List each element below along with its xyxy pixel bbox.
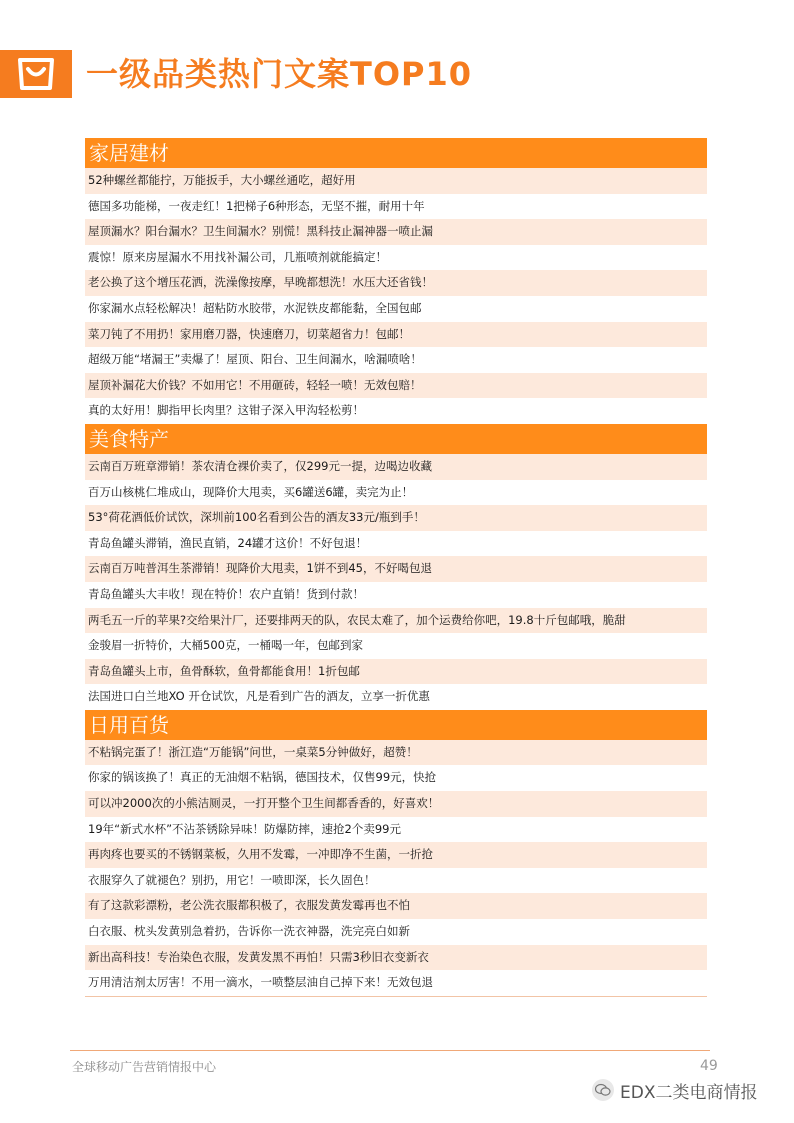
table-row: 再肉疼也要买的不锈钢菜板，久用不发霉，一冲即净不生菌，一折抢: [85, 842, 707, 868]
table-row: 超级万能“堵漏王”卖爆了！屋顶、阳台、卫生间漏水，啥漏喷啥！: [88, 352, 422, 367]
table-row: 百万山核桃仁堆成山，现降价大甩卖，买6罐送6罐，卖完为止！: [88, 484, 414, 499]
table-row: 青岛鱼罐头大丰收！现在特价！农户直销！货到付款！: [88, 586, 364, 601]
table-row: 52种螺丝都能拧，万能扳手，大小螺丝通吃，超好用: [85, 168, 707, 194]
table-row: 法国进口白兰地XO 开仓试饮，凡是看到广告的酒友，立享一折优惠: [88, 689, 430, 704]
page-title: 一级品类热门文案TOP10: [86, 55, 473, 93]
wechat-icon: [592, 1079, 614, 1101]
table-row: 青岛鱼罐头上市，鱼骨酥软，鱼骨都能食用！1折包邮: [85, 659, 707, 685]
table-row: 云南百万吨普洱生茶滞销！现降价大甩卖，1饼不到45，不好喝包退: [85, 556, 707, 582]
page-number: 49: [700, 1058, 718, 1074]
table-row: 可以冲2000次的小熊洁厕灵，一打开整个卫生间都香香的，好喜欢！: [85, 791, 707, 817]
table-row: 真的太好用！脚指甲长肉里？这钳子深入甲沟轻松剪！: [88, 403, 364, 418]
table-row: 53°荷花酒低价试饮，深圳前100名看到公告的酒友33元/瓶到手！: [85, 505, 707, 531]
footer-divider: [70, 1050, 710, 1051]
table-row: 万用清洁剂太厉害！不用一滴水，一喷整层油自己掉下来！无效包退: [88, 975, 433, 990]
table-row: 金骏眉一折特价，大桶500克，一桶喝一年，包邮到家: [88, 638, 363, 653]
table-row: 青岛鱼罐头滞销，渔民直销，24罐才这价！不好包退！: [88, 535, 368, 550]
table-row: 屋顶漏水？阳台漏水？卫生间漏水？别慌！黑科技止漏神器一喷止漏: [85, 219, 707, 245]
table-row: 菜刀钝了不用扔！家用磨刀器，快速磨刀，切菜超省力！包邮！: [85, 322, 707, 348]
footer-source: 全球移动广告营销情报中心: [72, 1060, 217, 1074]
table-row: 新出高科技！专治染色衣服，发黄发黑不再怕！只需3秒旧衣变新衣: [85, 945, 707, 971]
watermark-text: EDX二类电商情报: [620, 1082, 758, 1103]
header-bag-icon-box: [0, 50, 72, 98]
section-header: 美食特产: [85, 424, 707, 454]
table-row: 震惊！原来房屋漏水不用找补漏公司，几瓶喷剂就能搞定！: [88, 249, 387, 264]
table-row: 19年“新式水杯”不沾茶锈除异味！防爆防摔，速抢2个卖99元: [88, 821, 401, 836]
table-row: 屋顶补漏花大价钱？不如用它！不用砸砖，轻轻一喷！无效包赔！: [85, 373, 707, 399]
shopping-bag-icon: [16, 58, 56, 90]
section-header: 家居建材: [85, 138, 707, 168]
table-row: 衣服穿久了就褪色？别扔，用它！一喷即深，长久固色！: [88, 872, 376, 887]
section-header: 日用百货: [85, 710, 707, 740]
table-bottom-rule: [85, 996, 707, 997]
table-row: 德国多功能梯，一夜走红！1把梯子6种形态，无坚不摧，耐用十年: [88, 198, 425, 213]
table-row: 不粘锅完蛋了！浙江造“万能锅”问世，一桌菜5分钟做好，超赞！: [85, 740, 707, 766]
watermark: [592, 1077, 757, 1103]
table-row: 云南百万班章滞销！茶农清仓裸价卖了，仅299元一提，边喝边收藏: [85, 454, 707, 480]
table-row: 你家漏水点轻松解决！超粘防水胶带，水泥铁皮都能黏，全国包邮: [88, 300, 422, 315]
table-row: 老公换了这个增压花洒，洗澡像按摩，早晚都想洗！水压大还省钱！: [85, 270, 707, 296]
table-row: 有了这款彩漂粉，老公洗衣服都积极了，衣服发黄发霉再也不怕: [85, 893, 707, 919]
table-row: 你家的锅该换了！真正的无油烟不粘锅，德国技术，仅售99元，快抢: [88, 770, 437, 785]
table-row: 白衣服、枕头发黄别急着扔，告诉你一洗衣神器，洗完亮白如新: [88, 924, 410, 939]
category-table: [85, 138, 707, 997]
table-row: 两毛五一斤的苹果?交给果汁厂，还要排两天的队，农民太难了，加个运费给你吧，19.8十斤包邮哦，脆甜: [85, 608, 707, 634]
